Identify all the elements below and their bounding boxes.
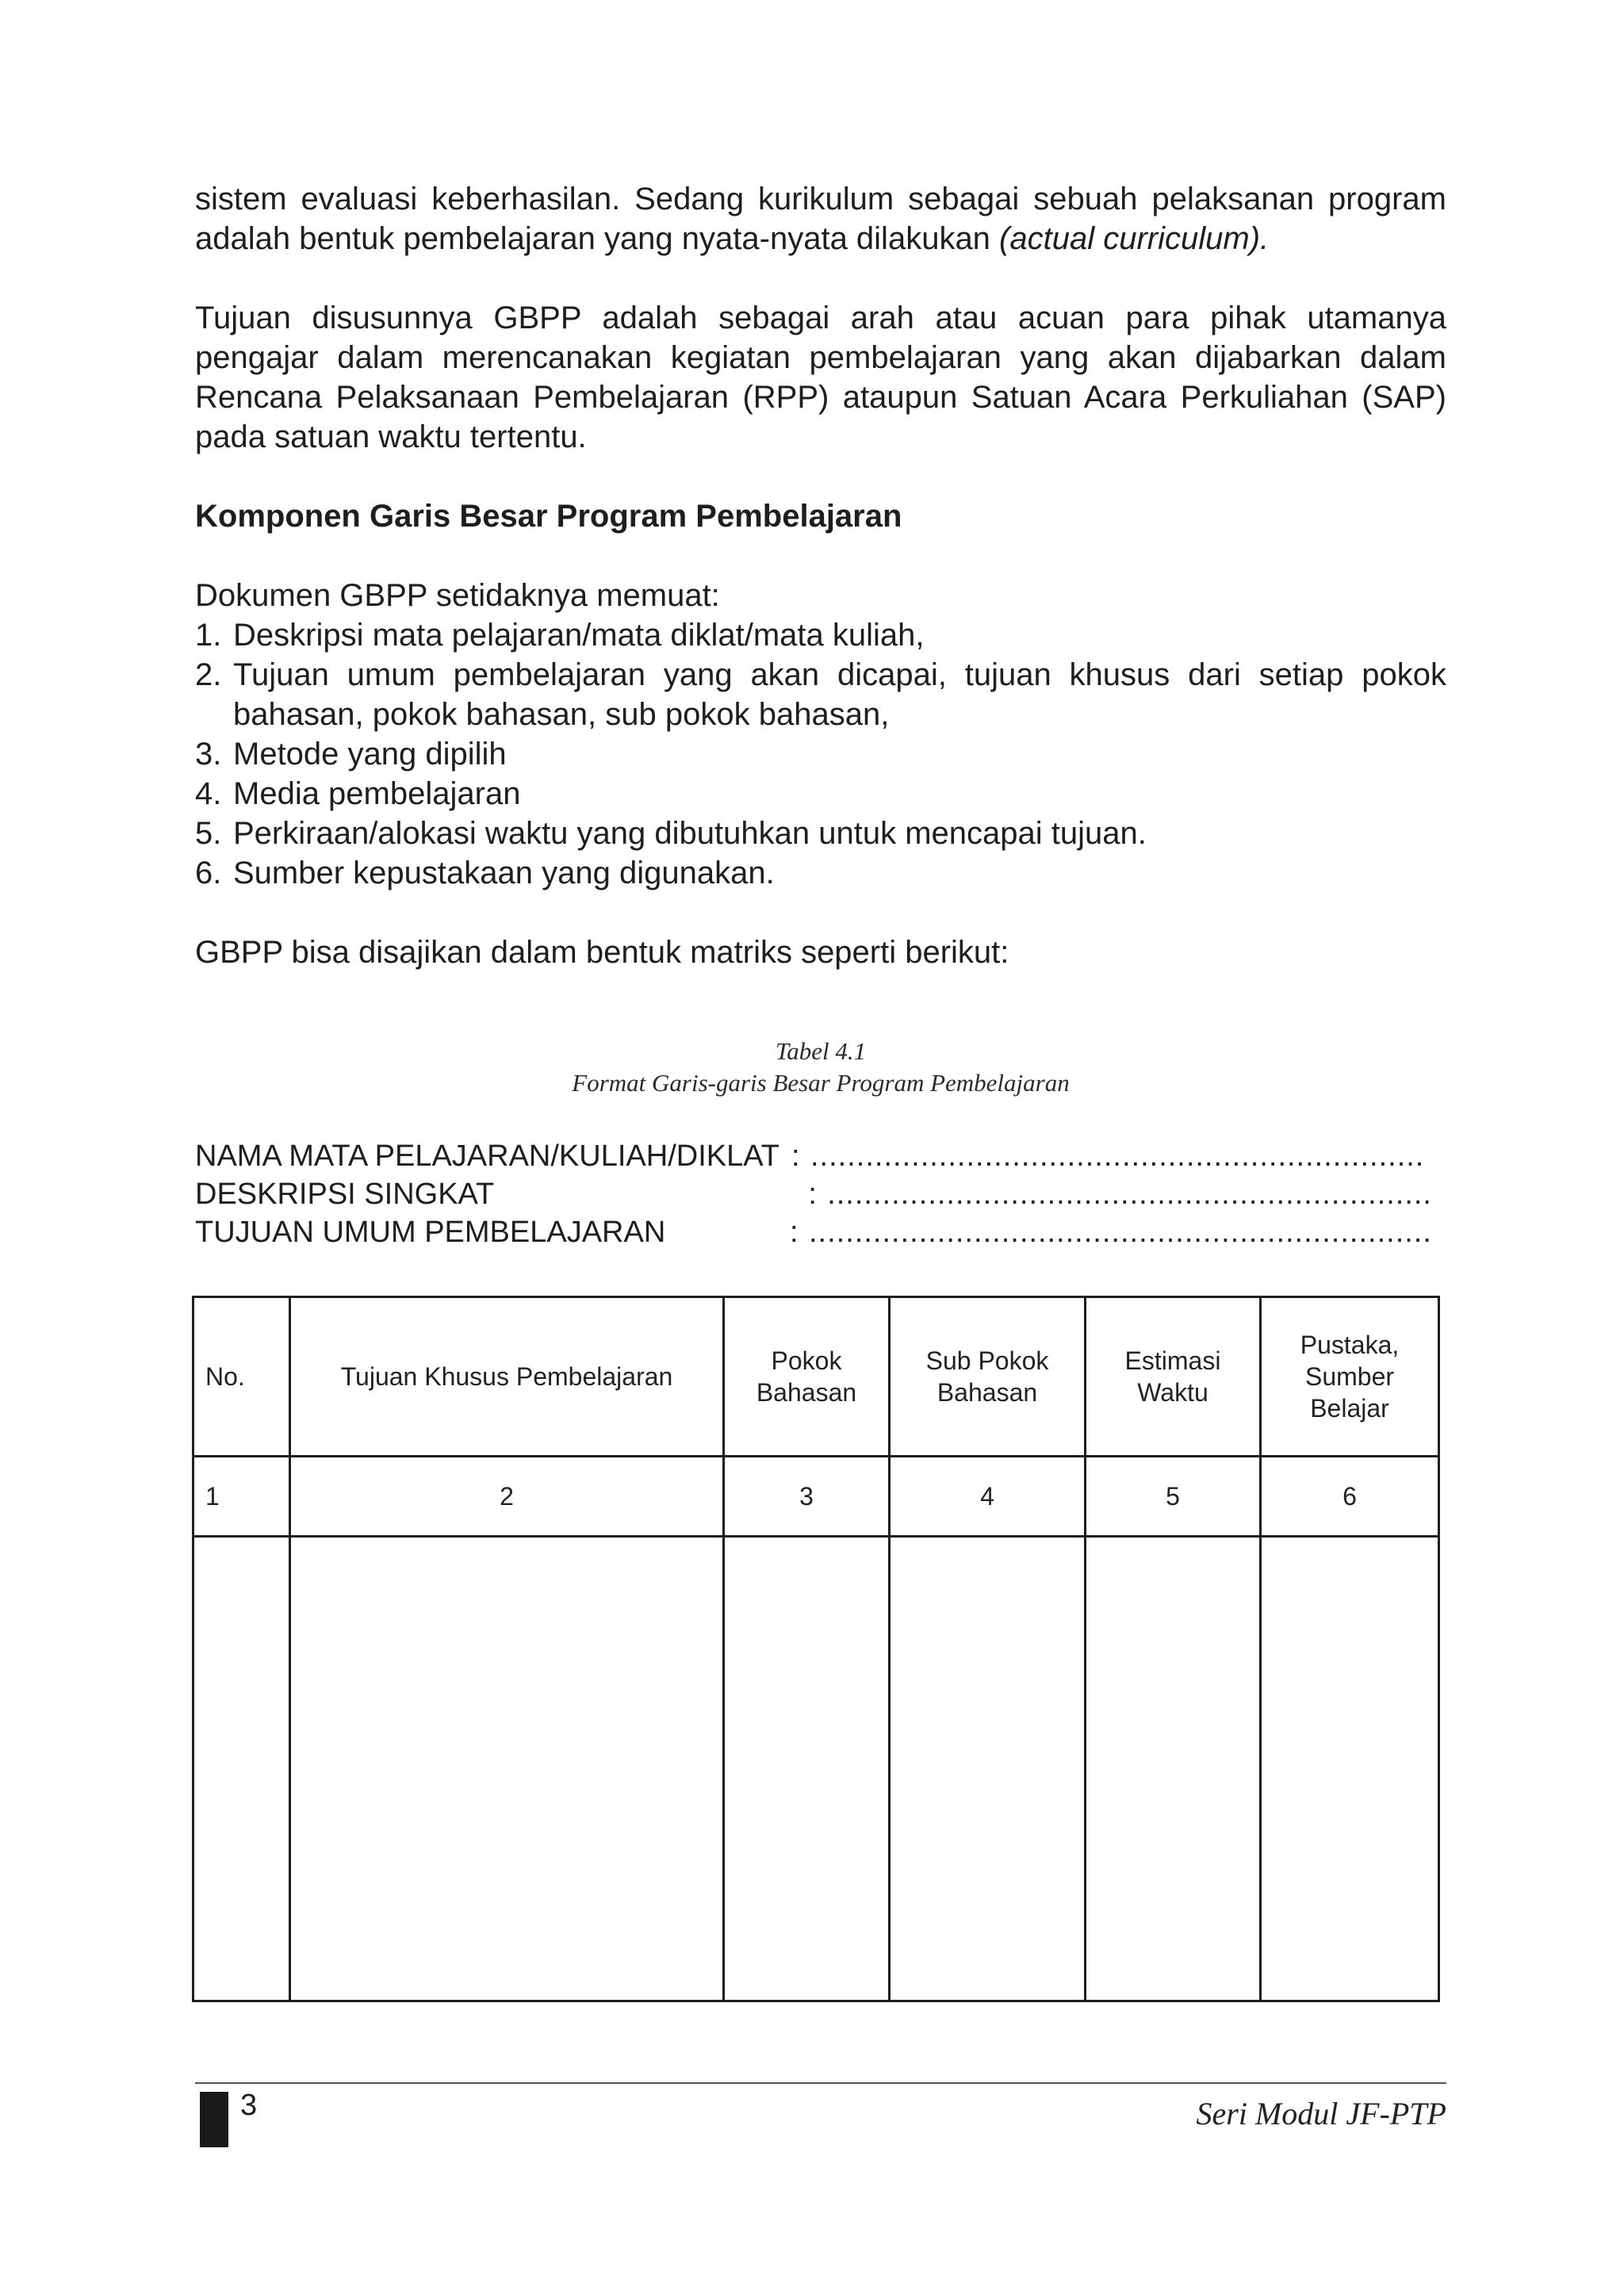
list-item bbox=[195, 853, 1446, 893]
list-item-text: Tujuan umum pembelajaran yang akan dicapai, tujuan khusus dari setiap pokok bahasan, pokok bahasan, sub pokok bahasan, bbox=[233, 657, 1446, 732]
list-item-text: Media pembelajaran bbox=[233, 776, 521, 811]
list-item bbox=[195, 655, 1446, 734]
series-title: Seri Modul JF-PTP bbox=[1196, 2096, 1446, 2131]
paragraph-italic-term: (actual curriculum). bbox=[999, 221, 1270, 256]
page-marker-block bbox=[200, 2092, 228, 2147]
column-number: 6 bbox=[1261, 1457, 1439, 1537]
empty-cell bbox=[1086, 1537, 1261, 2001]
field-label: DESKRIPSI SINGKAT bbox=[195, 1178, 495, 1211]
empty-cell bbox=[1261, 1537, 1439, 2001]
list-item-number: 1. bbox=[195, 618, 222, 653]
table-row bbox=[193, 1537, 1439, 2001]
list-item-text: Sumber kepustakaan yang digunakan. bbox=[233, 856, 775, 890]
list-item-text: Perkiraan/alokasi waktu yang dibutuhkan untuk mencapai tujuan. bbox=[233, 816, 1147, 851]
column-header: No. bbox=[193, 1297, 290, 1457]
list-intro: Dokumen GBPP setidaknya memuat: bbox=[195, 578, 720, 613]
field-short-description bbox=[195, 1175, 1432, 1213]
list-item-number: 6. bbox=[195, 856, 222, 890]
field-blank: .................................................................... bbox=[809, 1216, 1432, 1249]
empty-cell bbox=[193, 1537, 290, 2001]
field-separator: : bbox=[791, 1139, 800, 1173]
field-label: TUJUAN UMUM PEMBELAJARAN bbox=[195, 1216, 666, 1249]
page-content bbox=[195, 179, 1446, 1012]
matrix-intro: GBPP bisa disajikan dalam bentuk matriks seperti berikut: bbox=[195, 935, 1009, 970]
column-header: Estimasi Waktu bbox=[1086, 1297, 1261, 1457]
form-fields bbox=[195, 1137, 1432, 1251]
page-number: 3 bbox=[240, 2089, 258, 2122]
field-general-objective bbox=[195, 1213, 1432, 1251]
list-item bbox=[195, 814, 1446, 853]
caption-title: Format Garis-garis Besar Program Pembelajaran bbox=[572, 1069, 1070, 1097]
column-header: Tujuan Khusus Pembelajaran bbox=[290, 1297, 724, 1457]
empty-cell bbox=[890, 1537, 1086, 2001]
list-item bbox=[195, 774, 1446, 814]
caption-number: Tabel 4.1 bbox=[775, 1037, 867, 1065]
table-caption bbox=[195, 1036, 1446, 1099]
field-label: NAMA MATA PELAJARAN/KULIAH/DIKLAT bbox=[195, 1139, 779, 1173]
table-row bbox=[193, 1457, 1439, 1537]
column-number: 2 bbox=[290, 1457, 724, 1537]
column-header: Pustaka, Sumber Belajar bbox=[1261, 1297, 1439, 1457]
field-separator: : bbox=[790, 1216, 799, 1249]
paragraph-gbpp-purpose: Tujuan disusunnya GBPP adalah sebagai arah atau acuan para pihak utamanya pengajar dalam merencanakan kegiatan pembelajaran yang akan dijabarkan dalam Rencana Pelaksanaan Pembelajaran (RPP) ataupun Satuan Acara Perkuliahan (SAP) pada satuan waktu tertentu. bbox=[195, 301, 1446, 454]
list-item bbox=[195, 734, 1446, 774]
list-item-text: Deskripsi mata pelajaran/mata diklat/mata kuliah, bbox=[233, 618, 925, 653]
list-item-number: 5. bbox=[195, 816, 222, 851]
empty-cell bbox=[724, 1537, 890, 2001]
field-separator: : bbox=[808, 1178, 817, 1211]
column-header: Pokok Bahasan bbox=[724, 1297, 890, 1457]
section-heading: Komponen Garis Besar Program Pembelajaran bbox=[195, 499, 902, 534]
field-course-name bbox=[195, 1137, 1432, 1175]
list-item-text: Metode yang dipilih bbox=[233, 737, 507, 772]
field-blank: ................................................................... bbox=[810, 1139, 1425, 1173]
column-number: 4 bbox=[890, 1457, 1086, 1537]
paragraph-text: sistem evaluasi keberhasilan. Sedang kurikulum sebagai sebuah pelaksanan program adalah bentuk pembelajaran yang nyata-nyata dilakukan bbox=[195, 182, 1446, 256]
gbpp-matrix bbox=[192, 1296, 1438, 2002]
column-header: Sub Pokok Bahasan bbox=[890, 1297, 1086, 1457]
empty-cell bbox=[290, 1537, 724, 2001]
list-item-number: 2. bbox=[195, 657, 222, 692]
list-item-number: 4. bbox=[195, 776, 222, 811]
list-item bbox=[195, 615, 1446, 655]
table-header-row bbox=[193, 1297, 1439, 1457]
list-item-number: 3. bbox=[195, 737, 222, 772]
footer-divider bbox=[195, 2082, 1446, 2084]
column-number: 1 bbox=[193, 1457, 290, 1537]
column-number: 5 bbox=[1086, 1457, 1261, 1537]
field-blank: .................................................................. bbox=[827, 1178, 1432, 1211]
column-number: 3 bbox=[724, 1457, 890, 1537]
component-list bbox=[195, 615, 1446, 893]
gbpp-table bbox=[192, 1296, 1440, 2002]
paragraph-curriculum bbox=[195, 179, 1446, 259]
